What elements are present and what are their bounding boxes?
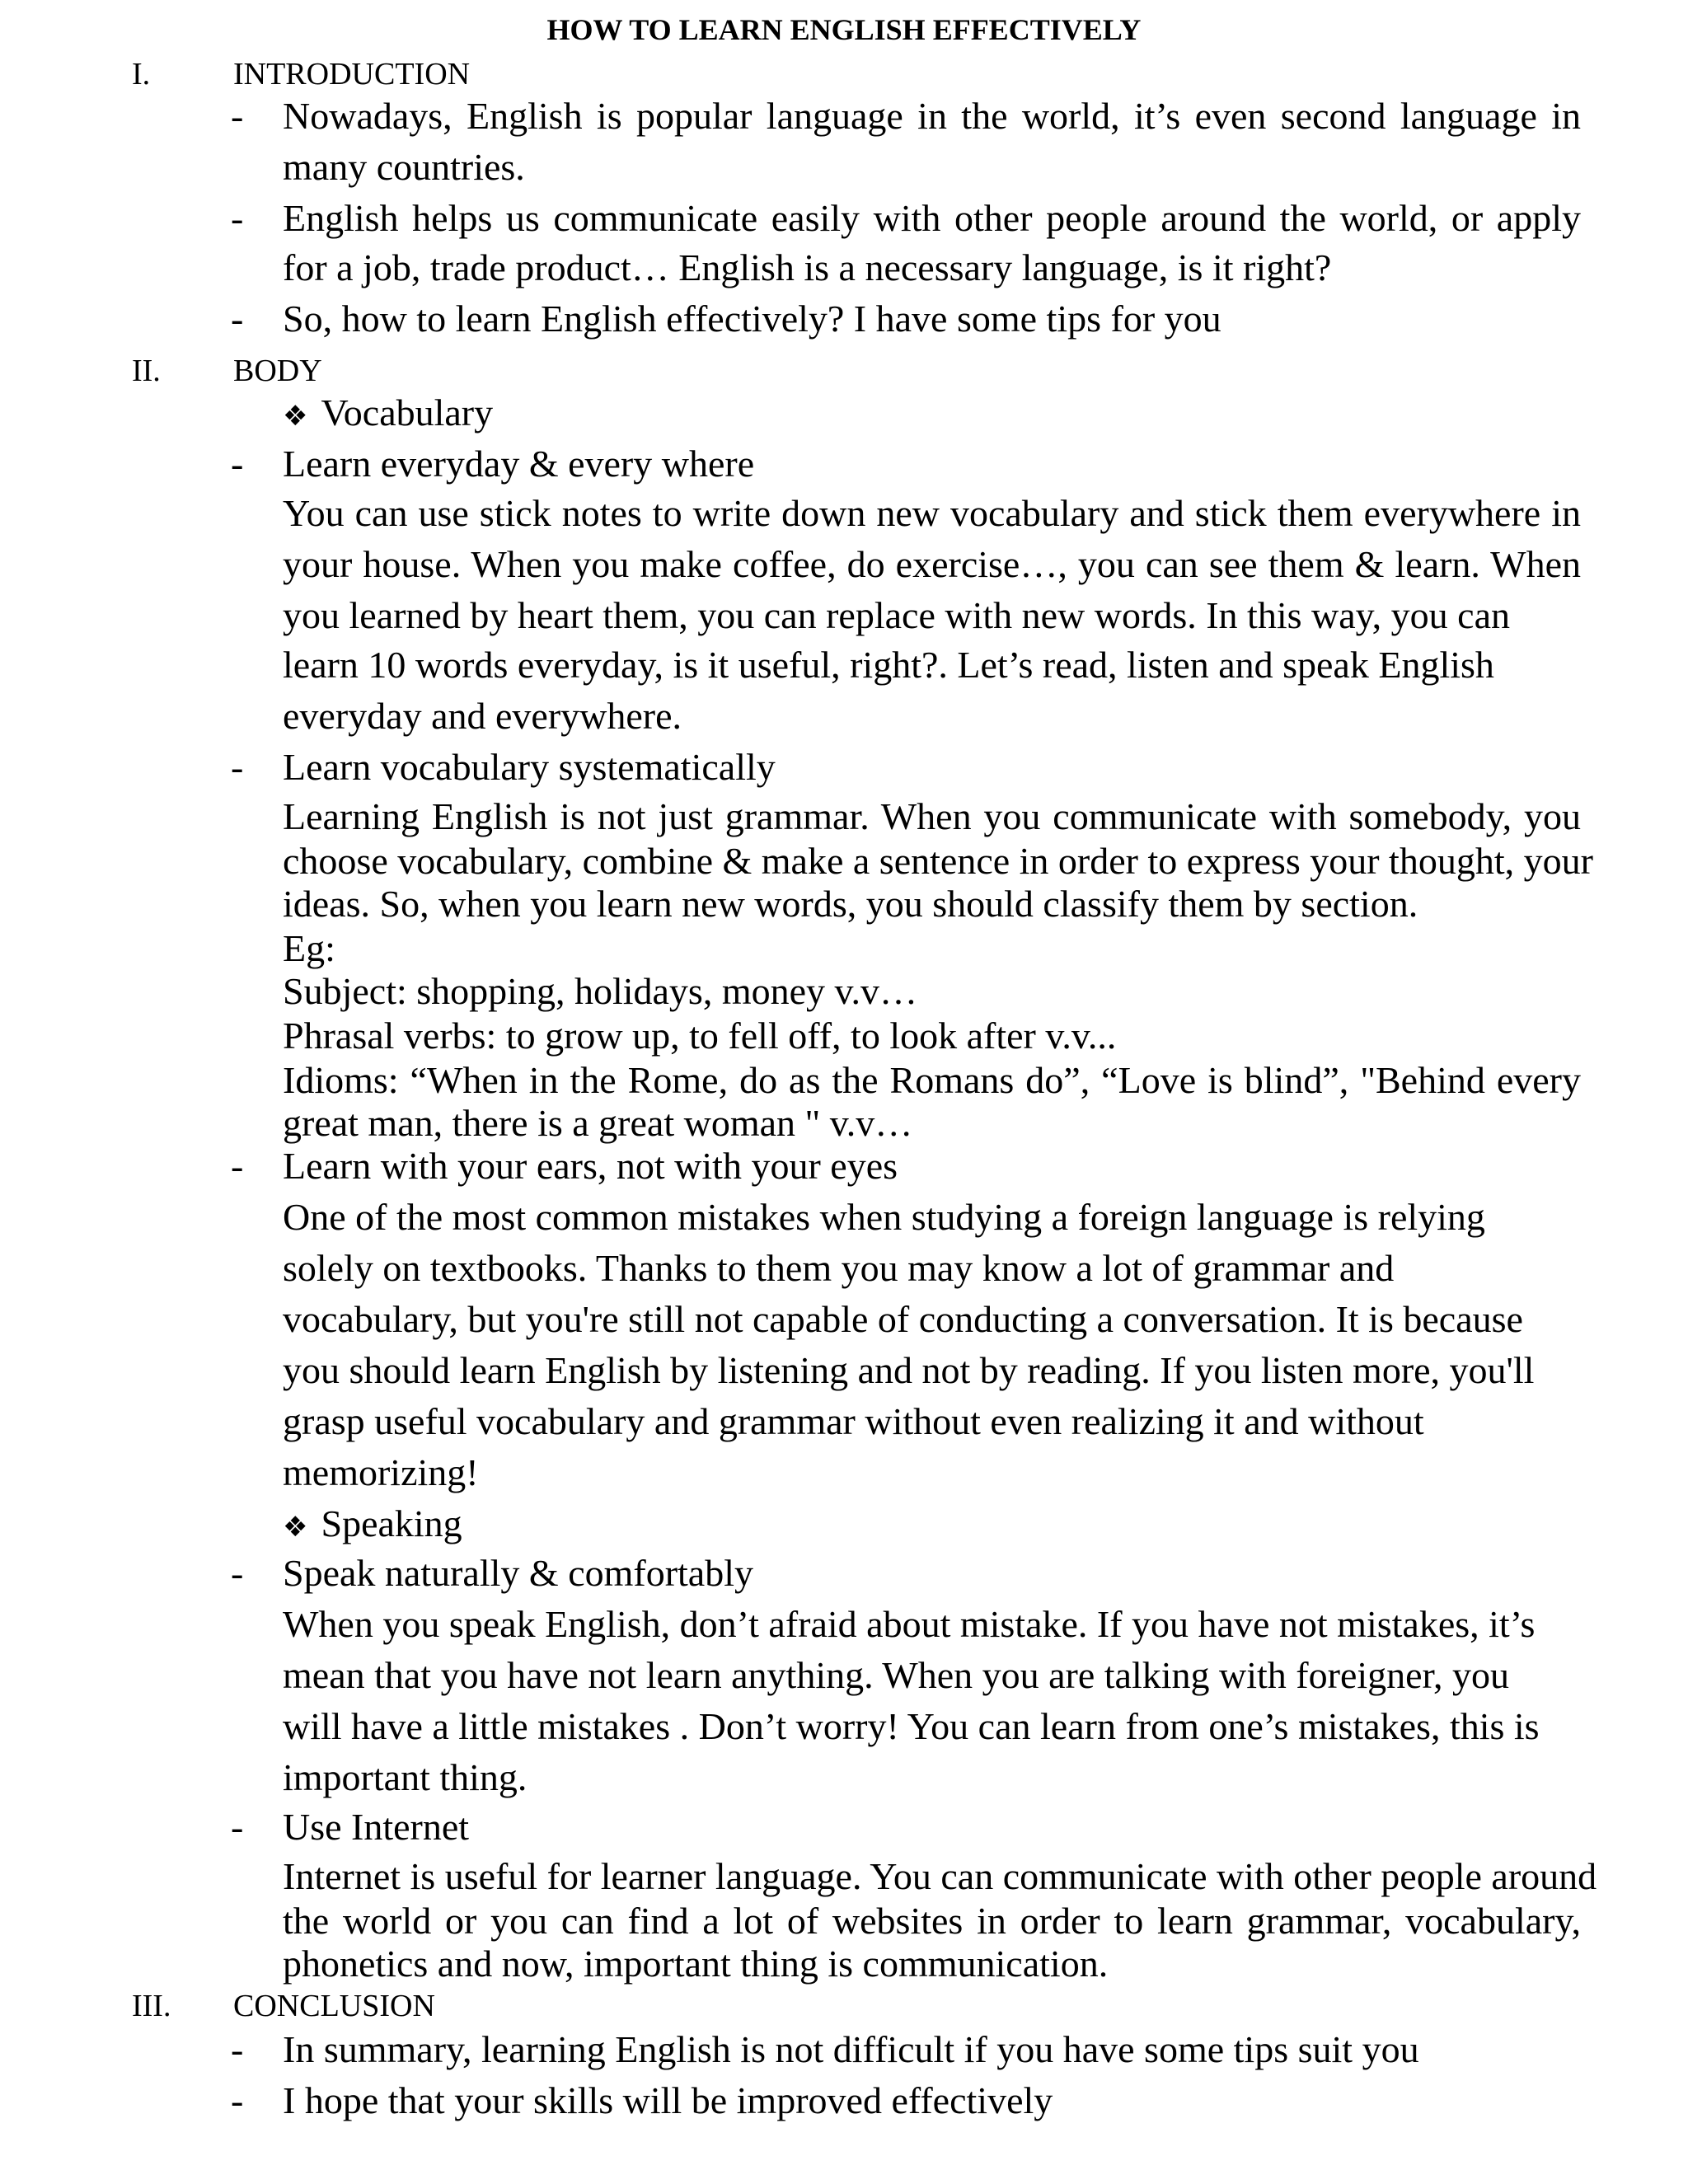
item-heading: Speak naturally & comfortably <box>283 1552 754 1594</box>
paragraph-line: grasp useful vocabulary and grammar without even realizing it and without <box>283 1400 1424 1442</box>
paragraph-line: memorizing! <box>283 1451 479 1493</box>
section-number: III. <box>132 1989 171 2023</box>
paragraph-line: solely on textbooks. Thanks to them you may know a lot of grammar and <box>283 1247 1395 1289</box>
subsection-title: Vocabulary <box>321 391 494 434</box>
paragraph-line: you learned by heart them, you can replace with new words. In this way, you can <box>283 594 1510 636</box>
intro-line: English helps us communicate easily with other people around the world, or apply <box>283 197 1581 239</box>
paragraph-line: Internet is useful for learner language. You can communicate with other people around <box>283 1855 1597 1897</box>
paragraph-line: Phrasal verbs: to grow up, to fell off, to look after v.v... <box>283 1015 1117 1057</box>
conclusion-line: I hope that your skills will be improved effectively <box>283 2079 1053 2121</box>
diamond-bullet-icon: ❖ <box>283 1511 308 1544</box>
item-heading: Learn with your ears, not with your eyes <box>283 1145 898 1187</box>
paragraph-line: Subject: shopping, holidays, money v.v… <box>283 970 918 1012</box>
paragraph-line: everyday and everywhere. <box>283 695 682 737</box>
item-heading: Learn everyday & every where <box>283 443 755 485</box>
subsection-vocabulary <box>283 391 493 434</box>
paragraph-line: your house. When you make coffee, do exercise…, you can see them & learn. When <box>283 543 1581 585</box>
paragraph-line: You can use stick notes to write down new vocabulary and stick them everywhere in <box>283 492 1581 534</box>
paragraph-line: learn 10 words everyday, is it useful, right?. Let’s read, listen and speak English <box>283 644 1494 686</box>
paragraph-line: phonetics and now, important thing is communication. <box>283 1943 1109 1985</box>
paragraph-line: ideas. So, when you learn new words, you should classify them by section. <box>283 883 1418 925</box>
intro-line: Nowadays, English is popular language in the world, it’s even second language in <box>283 95 1581 137</box>
paragraph-line: Idioms: “When in the Rome, do as the Romans do”, “Love is blind”, "Behind every <box>283 1059 1581 1101</box>
paragraph-line: the world or you can find a lot of websites in order to learn grammar, vocabulary, <box>283 1900 1581 1942</box>
section-number: I. <box>132 57 151 91</box>
bullet-dash: - <box>231 197 244 239</box>
paragraph-line: will have a little mistakes . Don’t worry! You can learn from one’s mistakes, this is <box>283 1705 1540 1747</box>
bullet-dash: - <box>231 1145 244 1187</box>
section-heading-introduction: INTRODUCTION <box>233 57 471 91</box>
paragraph-line: Learning English is not just grammar. When you communicate with somebody, you <box>283 795 1581 837</box>
diamond-bullet-icon: ❖ <box>283 400 308 433</box>
bullet-dash: - <box>231 443 244 485</box>
subsection-speaking <box>283 1502 462 1545</box>
paragraph-line: great man, there is a great woman " v.v… <box>283 1102 913 1144</box>
subsection-title: Speaking <box>321 1502 462 1544</box>
paragraph-line: vocabulary, but you're still not capable of conducting a conversation. It is because <box>283 1298 1523 1340</box>
bullet-dash: - <box>231 1806 244 1848</box>
bullet-dash: - <box>231 95 244 137</box>
bullet-dash: - <box>231 746 244 788</box>
bullet-dash: - <box>231 2079 244 2121</box>
conclusion-line: In summary, learning English is not difficult if you have some tips suit you <box>283 2028 1419 2070</box>
section-heading-conclusion: CONCLUSION <box>233 1989 435 2023</box>
section-number: II. <box>132 354 161 388</box>
paragraph-line: important thing. <box>283 1756 528 1798</box>
intro-line: many countries. <box>283 146 525 188</box>
bullet-dash: - <box>231 298 244 340</box>
intro-line: So, how to learn English effectively? I have some tips for you <box>283 298 1221 340</box>
bullet-dash: - <box>231 1552 244 1594</box>
paragraph-line: you should learn English by listening and not by reading. If you listen more, you'll <box>283 1349 1535 1391</box>
section-heading-body: BODY <box>233 354 322 388</box>
bullet-dash: - <box>231 2028 244 2070</box>
item-heading: Learn vocabulary systematically <box>283 746 776 788</box>
intro-line: for a job, trade product… English is a necessary language, is it right? <box>283 246 1332 288</box>
paragraph-line: Eg: <box>283 927 335 969</box>
paragraph-line: mean that you have not learn anything. When you are talking with foreigner, you <box>283 1654 1510 1696</box>
page-title: HOW TO LEARN ENGLISH EFFECTIVELY <box>546 13 1142 46</box>
paragraph-line: choose vocabulary, combine & make a sentence in order to express your thought, your <box>283 840 1593 882</box>
paragraph-line: One of the most common mistakes when studying a foreign language is relying <box>283 1196 1485 1238</box>
item-heading: Use Internet <box>283 1806 470 1848</box>
paragraph-line: When you speak English, don’t afraid about mistake. If you have not mistakes, it’s <box>283 1603 1536 1645</box>
